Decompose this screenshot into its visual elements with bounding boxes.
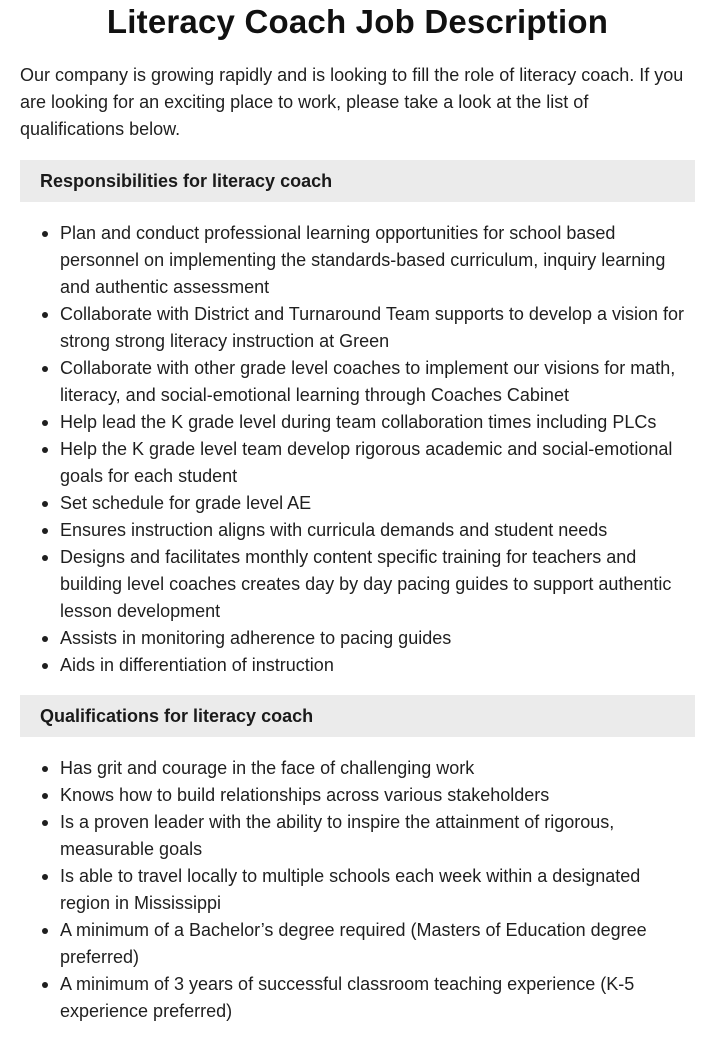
qualifications-heading: Qualifications for literacy coach: [20, 695, 695, 737]
list-item: Help the K grade level team develop rigorous academic and social-emotional goals for each student: [20, 436, 695, 490]
list-item: Has grit and courage in the face of challenging work: [20, 755, 695, 782]
list-item: Collaborate with other grade level coaches to implement our visions for math, literacy, and social-emotional learning through Coaches Cabinet: [20, 355, 695, 409]
page-title: Literacy Coach Job Description: [106, 3, 609, 40]
list-item: A minimum of 3 years of successful classroom teaching experience (K-5 experience preferred): [20, 971, 695, 1025]
list-item: Plan and conduct professional learning opportunities for school based personnel on implementing the standards-based curriculum, inquiry learning and authentic assessment: [20, 220, 695, 301]
list-item: Is able to travel locally to multiple schools each week within a designated region in Mississippi: [20, 863, 695, 917]
list-item: Collaborate with District and Turnaround Team supports to develop a vision for strong strong literacy instruction at Green: [20, 301, 695, 355]
list-item: Designs and facilitates monthly content specific training for teachers and building level coaches creates day by day pacing guides to support authentic lesson development: [20, 544, 695, 625]
list-item: Is a proven leader with the ability to inspire the attainment of rigorous, measurable goals: [20, 809, 695, 863]
list-item: A minimum of a Bachelor’s degree required (Masters of Education degree preferred): [20, 917, 695, 971]
intro-paragraph: Our company is growing rapidly and is looking to fill the role of literacy coach. If you are looking for an exciting place to work, please take a look at the list of qualifications below.: [20, 65, 684, 139]
responsibilities-list: [20, 220, 695, 679]
list-item: Help lead the K grade level during team collaboration times including PLCs: [20, 409, 695, 436]
list-item: Knows how to build relationships across various stakeholders: [20, 782, 695, 809]
list-item: Set schedule for grade level AE: [20, 490, 695, 517]
responsibilities-heading: Responsibilities for literacy coach: [20, 160, 695, 202]
list-item: Assists in monitoring adherence to pacing guides: [20, 625, 695, 652]
qualifications-list: [20, 755, 695, 1025]
list-item: Ensures instruction aligns with curricula demands and student needs: [20, 517, 695, 544]
list-item: Aids in differentiation of instruction: [20, 652, 695, 679]
